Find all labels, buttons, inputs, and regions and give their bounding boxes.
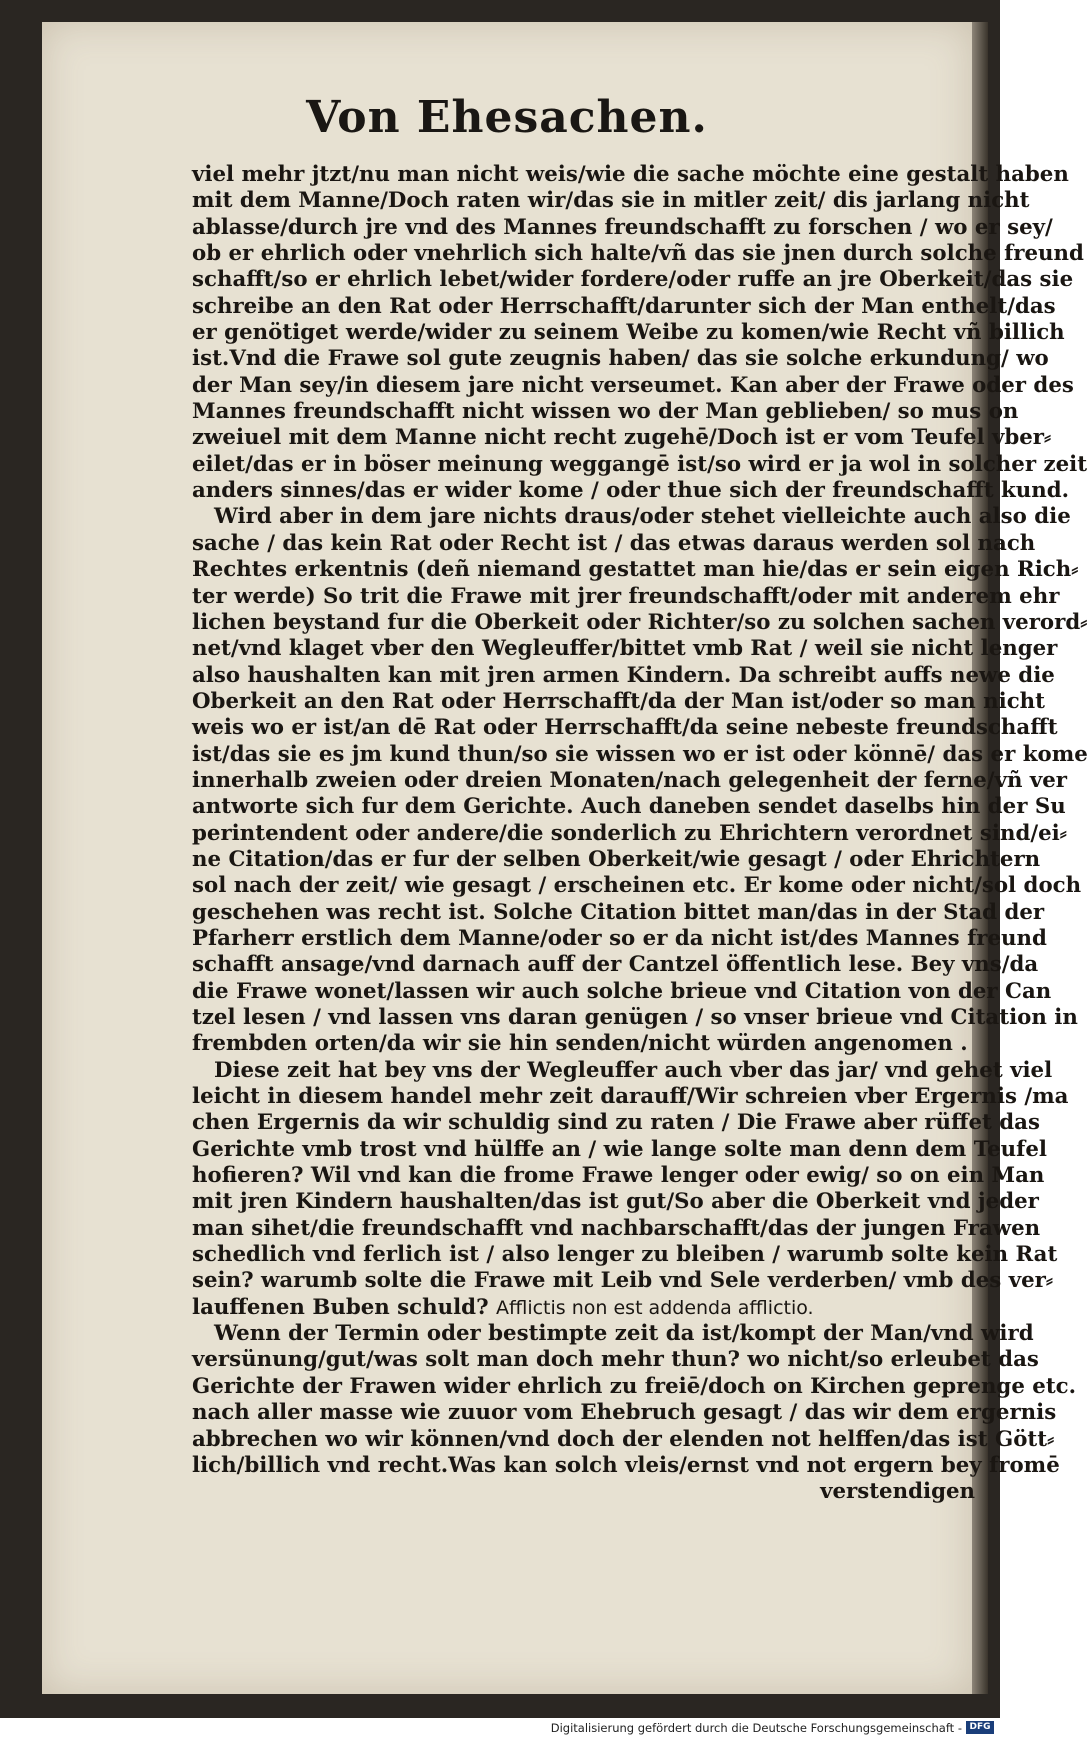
text-line-content: tzel lesen / vnd lassen vns daran genügen / so vnser brieue vnd Citation in: [192, 1005, 1078, 1030]
text-line-content: der Man sey/in diesem jare nicht verseumet. Kan aber der Frawe oder des: [192, 372, 1074, 398]
text-line-content: Gerichte der Frawen wider ehrlich zu freiē/doch on Kirchen geprenge etc.: [192, 1373, 1077, 1399]
text-line-content: also haushalten kan mit jren armen Kindern. Da schreibt auffs newe die: [192, 662, 1055, 688]
text-line: [192, 899, 1045, 926]
text-line: [192, 1189, 1039, 1215]
text-line: [192, 1373, 1077, 1400]
text-line-content: nach aller masse wie zuuor vom Ehebruch gesagt / das wir dem ergernis: [192, 1400, 1057, 1426]
funding-credit: Digitalisierung gefördert durch die Deutsche Forschungsgemeinschaft -: [550, 1721, 962, 1735]
text-line: [192, 1321, 1034, 1347]
text-line: [192, 688, 1045, 715]
text-line-content: er genötiget werde/wider zu seinem Weibe zu komen/wie Recht vñ billich: [192, 320, 1065, 346]
text-line: [192, 794, 1066, 820]
dfg-logo-icon: DFG: [966, 1721, 994, 1734]
text-line: [192, 188, 1030, 214]
text-line: [192, 1347, 1039, 1373]
text-line: [192, 1426, 1055, 1453]
text-line-content: sache / das kein Rat oder Recht ist / das etwas daraus werden sol nach: [192, 530, 1036, 556]
text-line-content: Rechtes erkentnis (deñ niemand gestattet man hie/das er sein eigen Rich⸗: [192, 557, 1079, 583]
text-line-content: Gerichte vmb trost vnd hülffe an / wie lange solte man denn dem Teufel: [192, 1136, 1047, 1162]
footer-bar: [0, 1718, 1000, 1738]
text-line: [192, 320, 1065, 346]
text-line-content: versünung/gut/was solt man doch mehr thun? wo nicht/so erleubet das: [192, 1347, 1039, 1373]
text-line-content: mit jren Kindern haushalten/das ist gut/So aber die Oberkeit vnd jeder: [192, 1189, 1039, 1215]
text-line: [192, 1136, 1047, 1163]
text-line: [192, 1031, 975, 1057]
text-line: [192, 583, 1060, 610]
text-line: [192, 1295, 975, 1321]
text-line-content: zweiuel mit dem Manne nicht recht zugehē/Doch ist er vom Teufel vber⸗: [192, 425, 1052, 451]
text-line: [192, 873, 1082, 899]
text-line: [192, 399, 1019, 425]
text-line-content: die Frawe wonet/lassen wir auch solche brieue vnd Citation von der Can: [192, 978, 1052, 1004]
text-line-content: schedlich vnd ferlich ist / also lenger zu bleiben / warumb solte kein Rat: [192, 1242, 1058, 1268]
text-line: [192, 214, 1053, 241]
text-line-content: Wenn der Termin oder bestimpte zeit da ist/kompt der Man/vnd wird: [214, 1321, 1034, 1347]
text-line-content: viel mehr jtzt/nu man nicht weis/wie die sache möchte eine gestalt haben: [192, 162, 1069, 187]
text-line-content: geschehen was recht ist. Solche Citation bittet man/das in der Stad der: [192, 899, 1045, 925]
text-line: [192, 741, 1088, 768]
text-line-content: Pfarherr erstlich dem Manne/oder so er da nicht ist/des Mannes freund: [192, 925, 1047, 951]
text-line-content: sein? warumb solte die Frawe mit Leib vnd Sele verderben/ vmb des ver⸗: [192, 1268, 1053, 1294]
text-line: [192, 425, 1052, 451]
text-line: [192, 609, 1088, 636]
text-line: [192, 1084, 1069, 1110]
text-line-content: schafft ansage/vnd darnach auff der Cantzel öffentlich lese. Bey vns/da: [192, 952, 1039, 978]
text-line-content: net/vnd klaget vber den Wegleuffer/bittet vmb Rat / weil sie nicht lenger: [192, 636, 1058, 662]
text-line-content: ob er ehrlich oder vnehrlich sich halte/vñ das sie jnen durch solche freund: [192, 241, 1084, 267]
book-page: [42, 22, 1088, 1694]
text-line: [192, 767, 1067, 794]
text-line: [192, 372, 1074, 399]
text-line-content: weis wo er ist/an dē Rat oder Herrschafft/da seine nebeste freundschafft: [192, 715, 1058, 741]
text-line-content: ne Citation/das er fur der selben Oberkeit/wie gesagt / oder Ehrichtern: [192, 846, 1041, 872]
text-line-content: Mannes freundschafft nicht wissen wo der Man geblieben/ so mus on: [192, 399, 1019, 425]
text-line: [192, 504, 1071, 530]
text-line: [192, 267, 1074, 293]
text-line: [192, 293, 1056, 320]
text-line: [192, 1057, 1053, 1084]
text-line: [192, 162, 1069, 188]
body-text: [192, 162, 1088, 1506]
text-line-content: lauffenen Buben schuld?: [192, 1294, 496, 1320]
text-line-content: innerhalb zweien oder dreien Monaten/nach gelegenheit der ferne/vñ ver: [192, 767, 1067, 793]
text-line: [192, 1005, 1078, 1031]
text-line-content: Oberkeit an den Rat oder Herrschafft/da der Man ist/oder so man nicht: [192, 688, 1045, 714]
text-line-content: mit dem Manne/Doch raten wir/das sie in mitler zeit/ dis jarlang nicht: [192, 188, 1030, 214]
text-line: [192, 846, 1041, 873]
text-line: [192, 662, 1055, 689]
text-line: [192, 1479, 975, 1505]
text-line: [192, 1268, 1053, 1294]
text-line-content: Diese zeit hat bey vns der Wegleuffer auch vber das jar/ vnd gehet viel: [214, 1057, 1053, 1083]
text-line-content: antworte sich fur dem Gerichte. Auch daneben sendet daselbs hin der Su: [192, 794, 1066, 820]
text-line-content: lich/billich vnd recht.Was kan solch vleis/ernst vnd not ergern bey fromē: [192, 1452, 1060, 1478]
text-line-content: anders sinnes/das er wider kome / oder thue sich der freundschafft kund.: [192, 478, 1070, 504]
text-line: [192, 1452, 1060, 1479]
text-line: [192, 346, 1049, 372]
text-line: [192, 1242, 1058, 1268]
text-line: [192, 715, 1058, 741]
text-line-content: ter werde) So trit die Frawe mit jrer freundschafft/oder mit anderem ehr: [192, 583, 1060, 609]
text-line-content: verstendigen: [820, 1479, 975, 1505]
text-line-content: ablasse/durch jre vnd des Mannes freundschafft zu forschen / wo er sey/: [192, 214, 1053, 240]
text-line-content: ist.Vnd die Frawe sol gute zeugnis haben/ das sie solche erkundung/ wo: [192, 346, 1049, 372]
text-line: [192, 978, 1052, 1005]
latin-phrase: Afflictis non est addenda afflictio.: [495, 1296, 814, 1319]
text-line-content: lichen beystand fur die Oberkeit oder Richter/so zu solchen sachen verord⸗: [192, 609, 1088, 635]
text-line-content: hofieren? Wil vnd kan die frome Frawe lenger oder ewig/ so on ein Man: [192, 1163, 1045, 1189]
text-line-content: Wird aber in dem jare nichts draus/oder stehet vielleichte auch also die: [214, 504, 1071, 530]
text-line: [192, 557, 1079, 583]
text-line-content: abbrechen wo wir können/vnd doch der elenden not helffen/das ist Gött⸗: [192, 1426, 1055, 1452]
text-line-content: schafft/so er ehrlich lebet/wider fordere/oder ruffe an jre Oberkeit/das sie: [192, 267, 1074, 293]
text-line: [192, 820, 1067, 847]
text-line-content: man sihet/die freundschafft vnd nachbarschafft/das der jungen Frawen: [192, 1215, 1041, 1241]
text-line-content: schreibe an den Rat oder Herrschafft/darunter sich der Man enthelt/das: [192, 293, 1056, 319]
running-head: Von Ehesachen.: [306, 92, 708, 143]
text-line: [192, 1110, 1040, 1136]
text-line: [192, 1163, 1045, 1189]
text-line-content: frembden orten/da wir sie hin senden/nicht würden angenomen .: [192, 1031, 968, 1057]
text-line: [192, 925, 1047, 952]
text-line: [192, 1400, 1057, 1426]
text-line: [192, 451, 1088, 478]
text-line-content: perintendent oder andere/die sonderlich zu Ehrichtern verordnet sind/ei⸗: [192, 820, 1067, 846]
text-line: [192, 952, 1039, 978]
text-line-content: chen Ergernis da wir schuldig sind zu raten / Die Frawe aber rüffet das: [192, 1110, 1040, 1136]
text-line-content: leicht in diesem handel mehr zeit darauff/Wir schreien vber Ergernis /ma: [192, 1084, 1069, 1110]
text-line: [192, 478, 1070, 504]
text-line: [192, 1215, 1041, 1242]
text-line: [192, 636, 1058, 662]
text-line-content: ist/das sie es jm kund thun/so sie wissen wo er ist oder könnē/ das er kome: [192, 741, 1088, 767]
text-line: [192, 241, 1084, 267]
text-line-content: eilet/das er in böser meinung weggangē ist/so wird er ja wol in solcher zeit: [192, 451, 1088, 477]
text-line-content: sol nach der zeit/ wie gesagt / erscheinen etc. Er kome oder nicht/sol doch: [192, 873, 1082, 899]
text-line: [192, 530, 1036, 557]
